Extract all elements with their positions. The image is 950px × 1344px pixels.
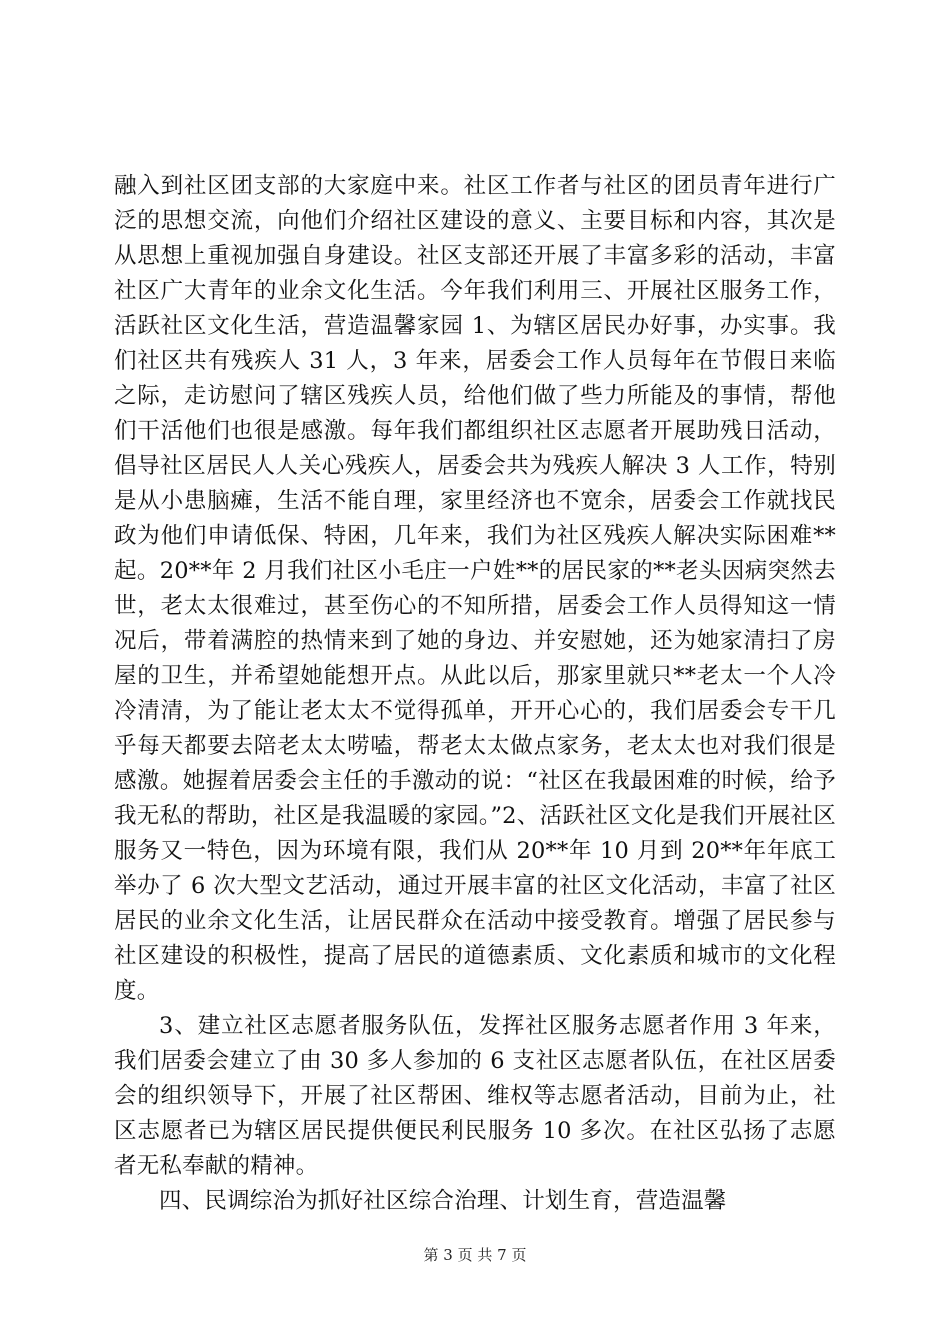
paragraph-3: 四、民调综治为抓好社区综合治理、计划生育，营造温馨 xyxy=(159,1188,727,1214)
paragraph-2: 3、建立社区志愿者服务队伍，发挥社区服务志愿者作用 3 年来，我们居委会建立了由 30 多人参加的 6 支社区志愿者队伍，在社区居委会的组织领导下，开展了社区帮困、维权等志愿者活动，目前为止，社区志愿者已为辖区居民提供便民利民服务 10 多次。在社区弘扬了志愿者无私奉献的精神。 xyxy=(114,1013,836,1179)
document-body xyxy=(114,169,836,1219)
paragraph-1: 融入到社区团支部的大家庭中来。社区工作者与社区的团员青年进行广泛的思想交流，向他们介绍社区建设的意义、主要目标和内容，其次是从思想上重视加强自身建设。社区支部还开展了丰富多彩的活动，丰富社区广大青年的业余文化生活。今年我们利用三、开展社区服务工作，活跃社区文化生活，营造温馨家园 1、为辖区居民办好事，办实事。我们社区共有残疾人 31 人，3 年来，居委会工作人员每年在节假日来临之际，走访慰问了辖区残疾人员，给他们做了些力所能及的事情，帮他们干活他们也很是感激。每年我们都组织社区志愿者开展助残日活动，倡导社区居民人人关心残疾人，居委会共为残疾人解决 3 人工作，特别是从小患脑瘫，生活不能自理，家里经济也不宽余，居委会工作就找民政为他们申请低保、特困，几年来，我们为社区残疾人解决实际困难**起。20**年 2 月我们社区小毛庄一户姓**的居民家的**老头因病突然去世，老太太很难过，甚至伤心的不知所措，居委会工作人员得知这一情况后，带着满腔的热情来到了她的身边、并安慰她，还为她家清扫了房屋的卫生，并希望她能想开点。从此以后，那家里就只**老太一个人冷冷清清，为了能让老太太不觉得孤单，开开心心的，我们居委会专干几乎每天都要去陪老太太唠嗑，帮老太太做点家务，老太太也对我们很是感激。她握着居委会主任的手激动的说：“社区在我最困难的时候，给予我无私的帮助，社区是我温暖的家园。”2、活跃社区文化是我们开展社区服务又一特色，因为环境有限，我们从 20**年 10 月到 20**年年底工举办了 6 次大型文艺活动，通过开展丰富的社区文化活动，丰富了社区居民的业余文化生活，让居民群众在活动中接受教育。增强了居民参与社区建设的积极性，提高了居民的道德素质、文化素质和城市的文化程度。 xyxy=(114,173,836,1004)
page-number-footer: 第 3 页 共 7 页 xyxy=(423,1246,527,1264)
